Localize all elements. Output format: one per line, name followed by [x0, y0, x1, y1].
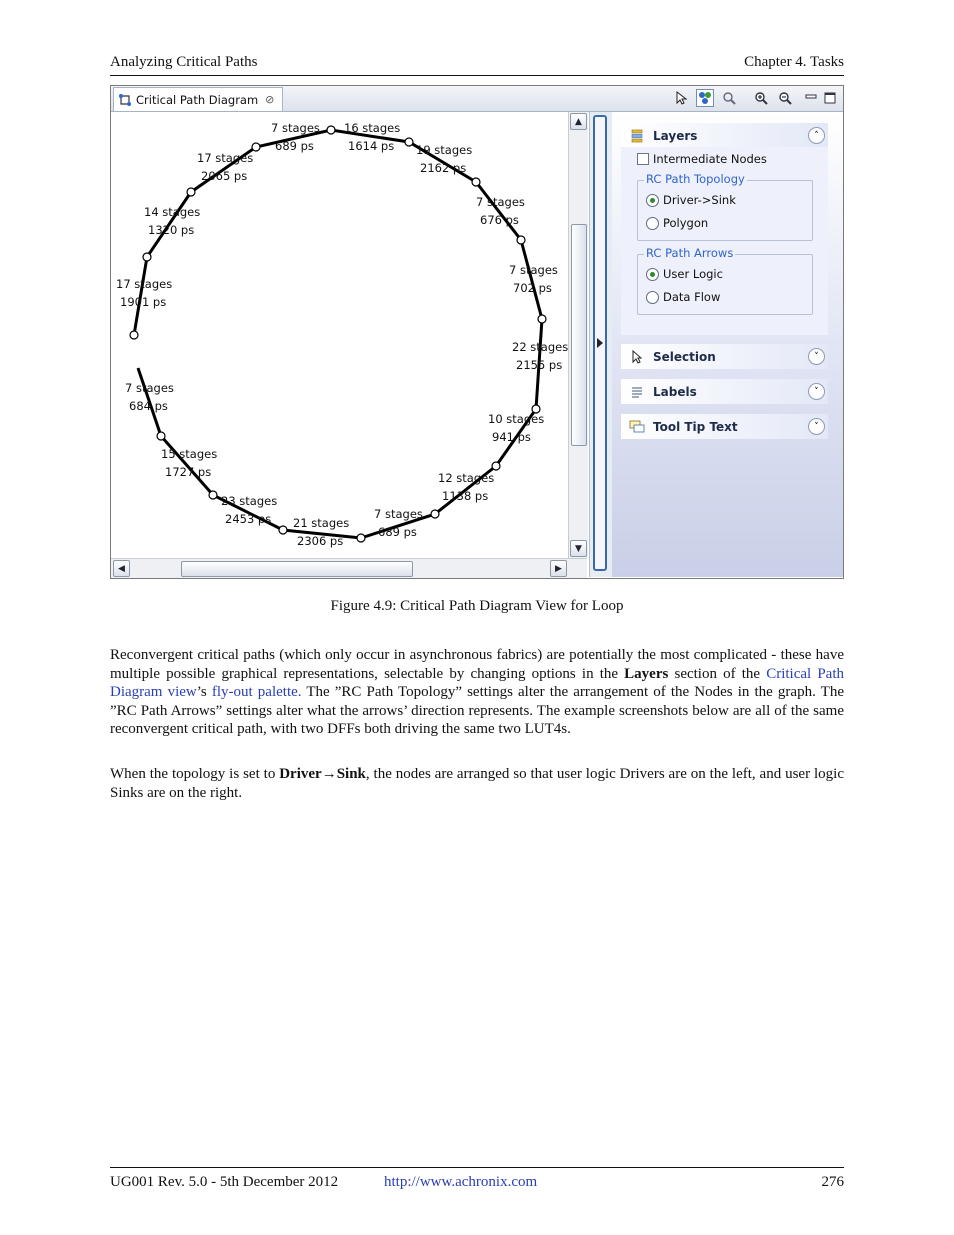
checkbox-box[interactable]: [637, 153, 649, 165]
tooltip-icon: [629, 419, 645, 435]
path-node[interactable]: [130, 331, 138, 339]
expand-chevron-icon[interactable]: ˅: [808, 348, 825, 365]
segment-stages-label: 19 stages: [416, 143, 473, 157]
horizontal-scroll-thumb[interactable]: [181, 561, 413, 577]
segment-delay-label: 702 ps: [513, 281, 552, 295]
header-chapter-title: Chapter 4. Tasks: [744, 54, 844, 70]
header-section-title: Analyzing Critical Paths: [110, 54, 258, 70]
header-rule: [110, 75, 844, 76]
segment-stages-label: 7 stages: [125, 381, 174, 395]
segment-stages-label: 10 stages: [488, 412, 545, 426]
intermediate-nodes-checkbox[interactable]: [637, 152, 767, 166]
segment-delay-label: 1138 ps: [442, 489, 489, 503]
path-node[interactable]: [405, 138, 413, 146]
pointer-icon: [629, 349, 645, 365]
zoom-in-icon[interactable]: [752, 89, 770, 107]
segment-delay-label: 1727 ps: [165, 465, 212, 479]
segment-stages-label: 17 stages: [116, 277, 173, 291]
segment-stages-label: 7 stages: [509, 263, 558, 277]
diagram-tab-icon: [118, 93, 132, 107]
segment-delay-label: 689 ps: [275, 139, 314, 153]
scroll-left-button[interactable]: ◀: [113, 560, 130, 577]
segment-stages-label: 12 stages: [438, 471, 495, 485]
labels-section-header[interactable]: [621, 379, 828, 404]
rc-path-topology-group: [637, 180, 813, 241]
pointer-icon[interactable]: [672, 89, 690, 107]
footer-document-id: UG001 Rev. 5.0 - 5th December 2012: [110, 1174, 339, 1190]
tooltip-section-header[interactable]: [621, 414, 828, 439]
figure-caption: Figure 4.9: Critical Path Diagram View for Loop: [330, 598, 624, 614]
minimize-icon[interactable]: [802, 89, 820, 107]
horizontal-scrollbar[interactable]: [111, 558, 587, 578]
segment-delay-label: 1901 ps: [120, 295, 167, 309]
rc-path-arrows-group: [637, 254, 813, 315]
segment-stages-label: 14 stages: [144, 205, 201, 219]
path-node[interactable]: [538, 315, 546, 323]
topology-driver-sink-radio[interactable]: [646, 193, 736, 207]
radio-label: Data Flow: [663, 290, 721, 304]
expand-chevron-icon[interactable]: ˅: [808, 418, 825, 435]
layers-section-body: [621, 147, 828, 335]
path-node[interactable]: [431, 510, 439, 518]
layers-icon: [629, 128, 645, 144]
arrows-user-logic-radio[interactable]: [646, 267, 723, 281]
critical-path-diagram-screenshot: [110, 85, 844, 579]
footer-website-link[interactable]: http://www.achronix.com: [384, 1174, 538, 1190]
radio-label: Driver->Sink: [663, 193, 736, 207]
layout-icon[interactable]: [696, 89, 714, 107]
tab-title: Critical Path Diagram: [136, 92, 259, 107]
view-tab-bar: [111, 86, 590, 112]
path-node[interactable]: [492, 462, 500, 470]
diagram-canvas[interactable]: [111, 112, 568, 558]
radio-label: Polygon: [663, 216, 709, 230]
segment-stages-label: 16 stages: [344, 121, 401, 135]
segment-delay-label: 1320 ps: [148, 223, 195, 237]
paragraph-driver-sink: When the topology is set to Driver→Sink, the nodes are arranged so that user logic Drivers are on the left, and user logic Sinks are on the right.: [110, 766, 844, 801]
footer-rule: [110, 1167, 844, 1168]
scroll-right-button[interactable]: ▶: [550, 560, 567, 577]
segment-delay-label: 2453 ps: [225, 512, 272, 526]
segment-stages-label: 7 stages: [476, 195, 525, 209]
layers-term: Layers: [624, 665, 669, 682]
expand-arrow-icon: [597, 338, 603, 348]
flyout-palette-toggle[interactable]: [589, 112, 613, 577]
close-icon[interactable]: ⊘: [265, 93, 275, 106]
radio-label: User Logic: [663, 267, 723, 281]
view-toolbar: [590, 86, 843, 112]
path-node[interactable]: [472, 178, 480, 186]
vertical-scrollbar[interactable]: [568, 112, 588, 558]
critical-path-diagram-tab[interactable]: [113, 87, 283, 111]
maximize-icon[interactable]: [821, 89, 839, 107]
segment-stages-label: 7 stages: [271, 121, 320, 135]
segment-stages-label: 17 stages: [197, 151, 254, 165]
path-node[interactable]: [279, 526, 287, 534]
paragraph-reconvergent-paths: Reconvergent critical paths (which only occur in asynchronous fabrics) are potentially the most complicated - these have multiple possible graphical representations, selectable by changing options in the Layers section of the Critical Path Diagram view’s fly-out palette. The ”RC Path Topology” settings alter the arrangement of the Nodes in the graph. The ”RC Path Arrows” settings alter what the arrows’ direction represents. The example screenshots below are all of the same reconvergent critical path, with two DFFs both driving the same two LUT4s.: [110, 647, 844, 738]
segment-delay-label: 676 ps: [480, 213, 519, 227]
segment-delay-label: 941 ps: [492, 430, 531, 444]
selection-title: Selection: [653, 349, 716, 364]
zoom-icon[interactable]: [720, 89, 738, 107]
segment-stages-label: 22 stages: [512, 340, 568, 354]
segment-stages-label: 7 stages: [374, 507, 423, 521]
path-node[interactable]: [187, 188, 195, 196]
rc-path-topology-title: RC Path Topology: [646, 172, 745, 186]
collapse-chevron-icon[interactable]: ˄: [808, 127, 825, 144]
tooltip-title: Tool Tip Text: [653, 419, 738, 434]
path-node[interactable]: [209, 491, 217, 499]
flyout-palette: [612, 112, 843, 577]
segment-delay-label: 2155 ps: [516, 358, 563, 372]
segment-delay-label: 2065 ps: [201, 169, 248, 183]
layers-section-header[interactable]: [621, 123, 828, 148]
selection-section-header[interactable]: [621, 344, 828, 369]
labels-title: Labels: [653, 384, 697, 399]
zoom-out-icon[interactable]: [776, 89, 794, 107]
segment-stages-label: 21 stages: [293, 516, 350, 530]
segment-stages-label: 23 stages: [221, 494, 278, 508]
critical-path-loop-diagram: [111, 112, 568, 558]
layers-title: Layers: [653, 128, 698, 143]
path-node[interactable]: [157, 432, 165, 440]
segment-delay-label: 1614 ps: [348, 139, 395, 153]
labels-icon: [629, 384, 645, 400]
path-node[interactable]: [357, 534, 365, 542]
expand-chevron-icon[interactable]: ˅: [808, 383, 825, 400]
topology-polygon-radio[interactable]: [646, 216, 708, 230]
path-node[interactable]: [517, 236, 525, 244]
critical-path-diagram-view-link[interactable]: Critical Path Diagram view: [110, 665, 844, 701]
path-node[interactable]: [143, 253, 151, 261]
segment-stages-label: 15 stages: [161, 447, 218, 461]
scroll-down-button[interactable]: ▼: [570, 540, 587, 557]
arrows-data-flow-radio[interactable]: [646, 290, 720, 304]
vertical-scroll-thumb[interactable]: [571, 224, 587, 446]
intermediate-nodes-label: Intermediate Nodes: [653, 152, 767, 166]
scroll-up-button[interactable]: ▲: [570, 113, 587, 130]
flyout-palette-link[interactable]: fly-out palette.: [211, 684, 302, 701]
path-node[interactable]: [327, 126, 335, 134]
rc-path-arrows-title: RC Path Arrows: [646, 246, 734, 260]
segment-delay-label: 689 ps: [378, 525, 417, 539]
path-node[interactable]: [252, 143, 260, 151]
segment-delay-label: 2162 ps: [420, 161, 467, 175]
segment-delay-label: 2306 ps: [297, 534, 344, 548]
segment-delay-label: 684 ps: [129, 399, 168, 413]
footer-page-number: 276: [821, 1174, 844, 1190]
